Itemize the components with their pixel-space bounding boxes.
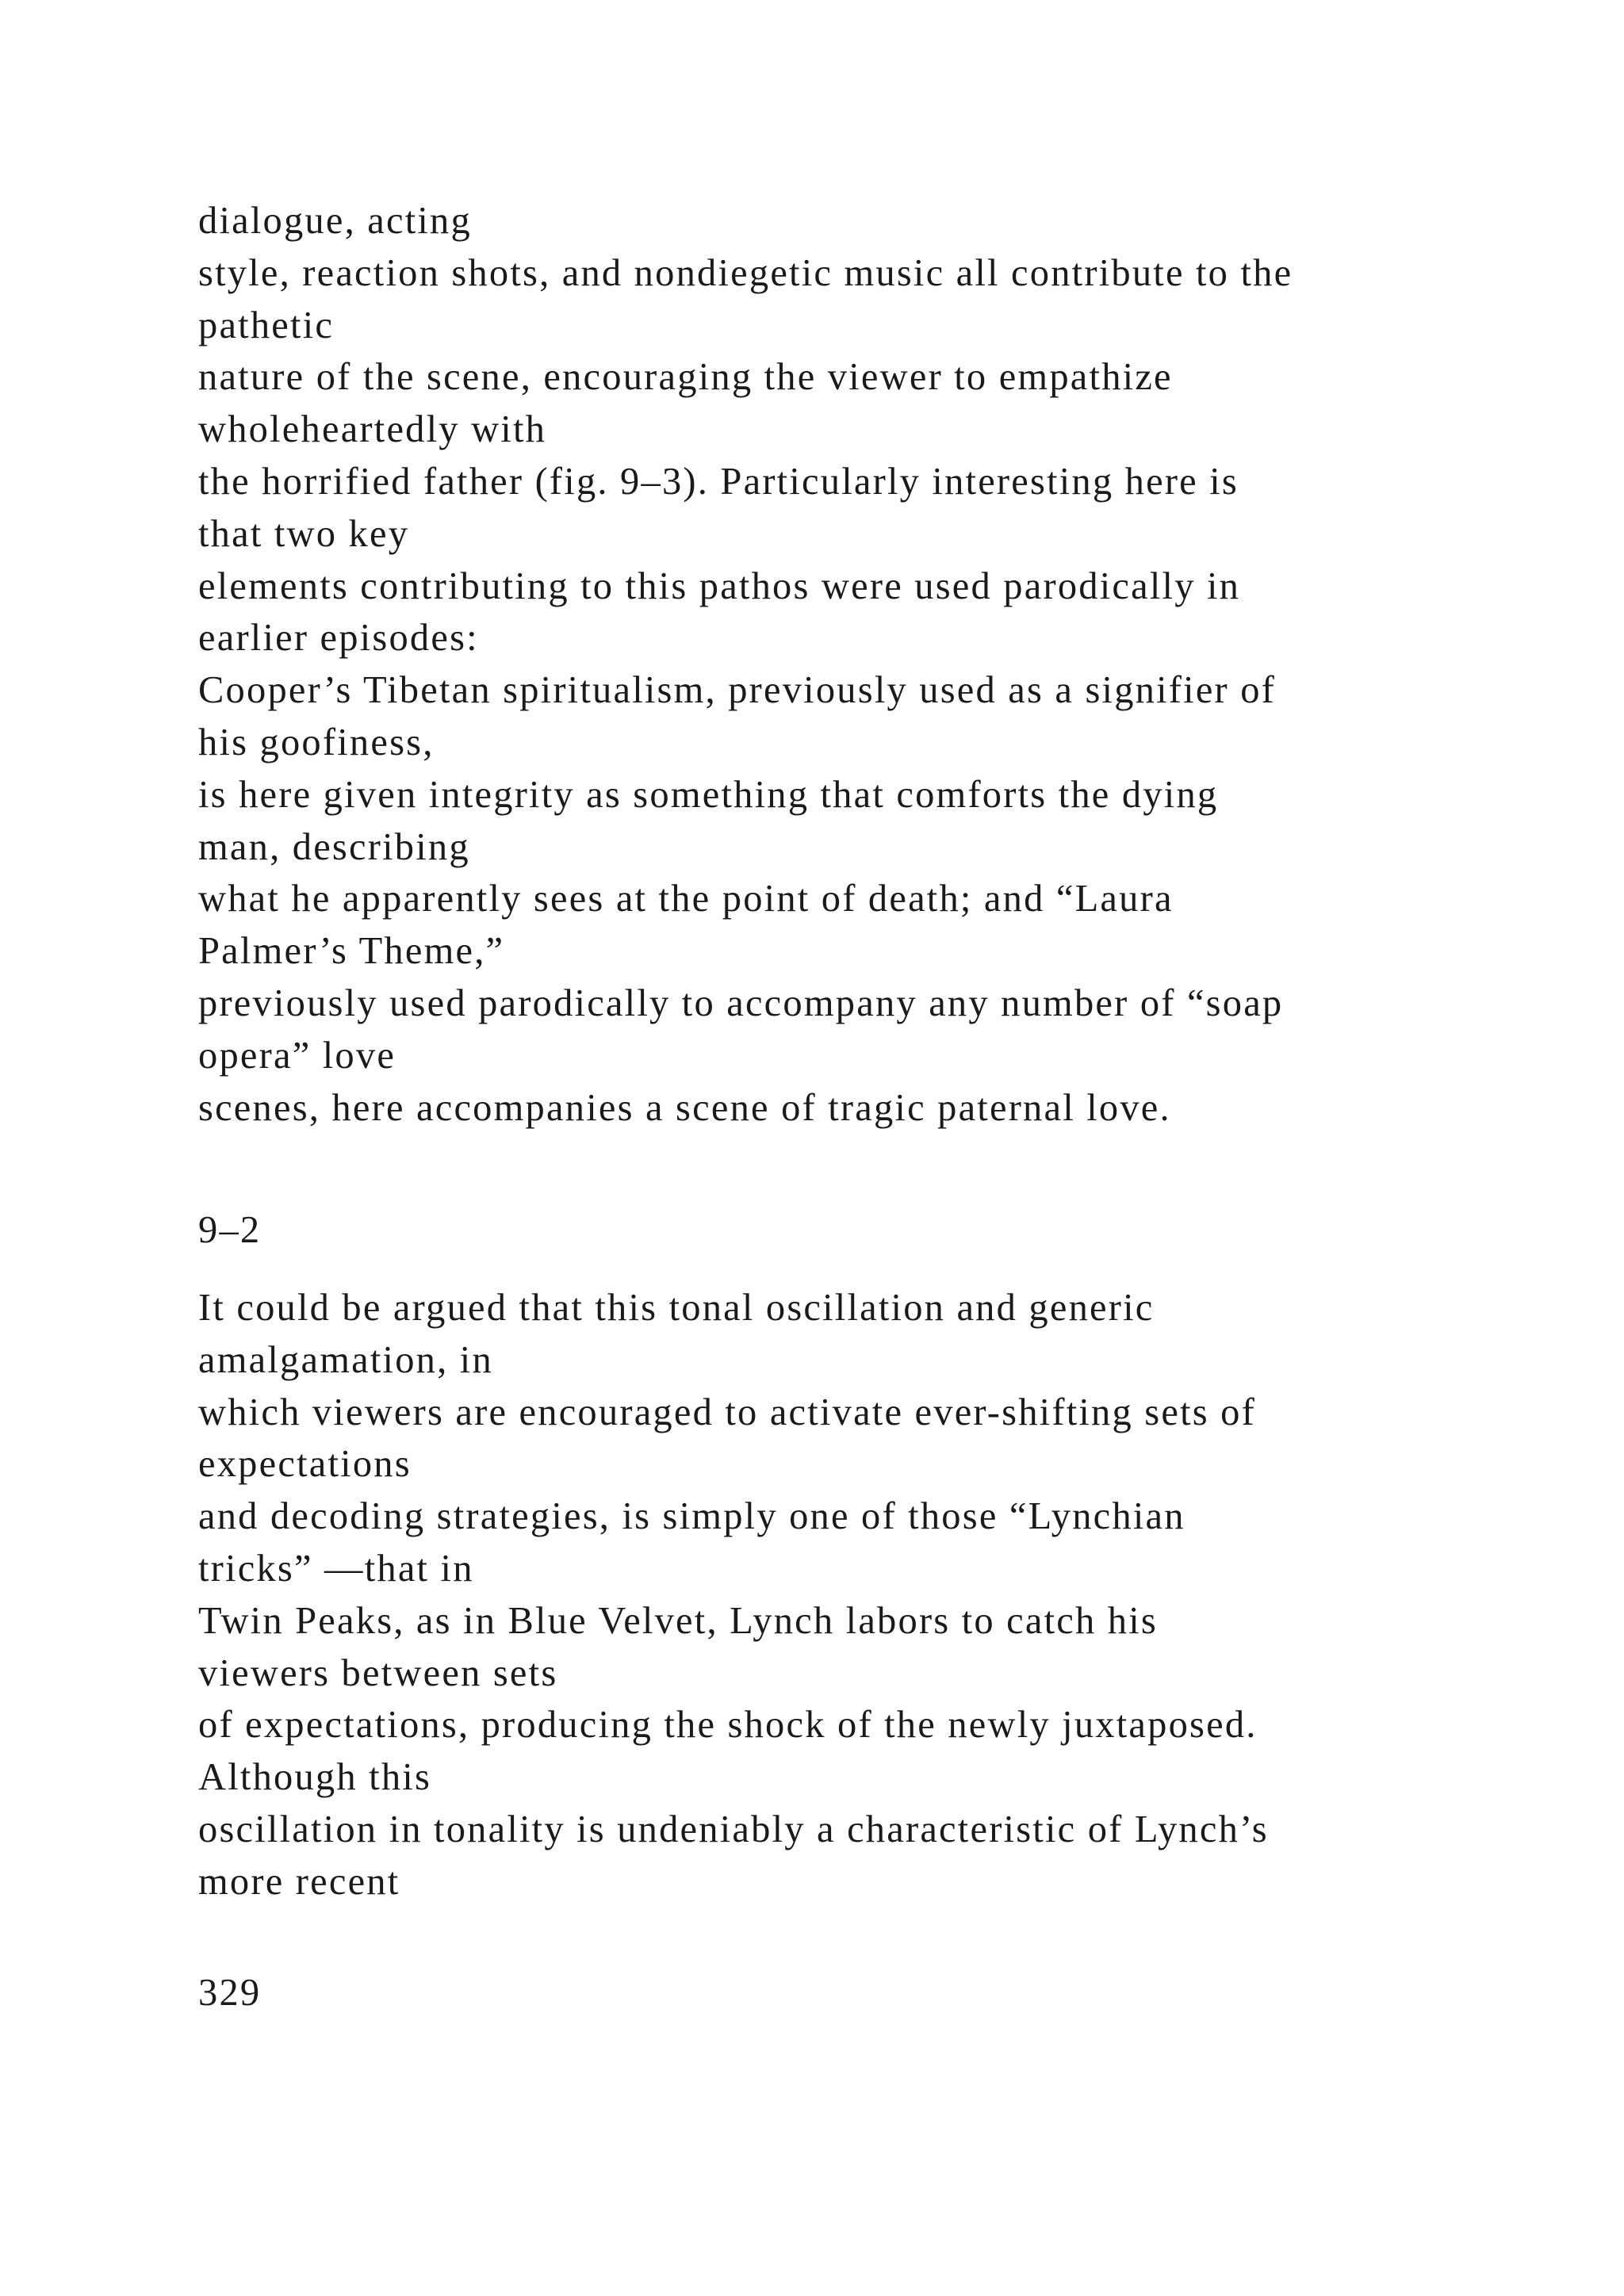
text-line: of expectations, producing the shock of the newly juxtaposed. (198, 1704, 1258, 1747)
text-line: which viewers are encouraged to activate ever-shifting sets of (198, 1391, 1256, 1433)
text-line: scenes, here accompanies a scene of tragic paternal love. (198, 1086, 1171, 1129)
text-line: expectations (198, 1443, 412, 1486)
body-paragraph-2 (198, 1282, 1507, 1908)
text-line: viewers between sets (198, 1651, 558, 1694)
page-number (198, 1967, 1507, 2019)
text-line: his goofiness, (198, 721, 435, 763)
text-line: more recent (198, 1860, 400, 1903)
figure-label-text: 9–2 (198, 1209, 262, 1251)
text-line: tricks” —that in (198, 1547, 474, 1590)
body-paragraph-1 (198, 195, 1507, 1134)
page-number-text: 329 (198, 1972, 262, 2014)
text-line: Cooper’s Tibetan spiritualism, previously used as a signifier of (198, 669, 1277, 712)
text-line: dialogue, acting (198, 200, 472, 242)
text-line: and decoding strategies, is simply one of those “Lynchian (198, 1495, 1185, 1538)
text-line: earlier episodes: (198, 617, 479, 660)
text-line: opera” love (198, 1034, 396, 1077)
text-line: Twin Peaks, as in Blue Velvet, Lynch labors to catch his (198, 1599, 1158, 1642)
text-line: amalgamation, in (198, 1338, 493, 1381)
text-line: the horrified father (fig. 9–3). Particularly interesting here is (198, 460, 1239, 503)
text-line: what he apparently sees at the point of death; and “Laura (198, 878, 1174, 920)
text-line: wholeheartedly with (198, 408, 547, 451)
text-line: nature of the scene, encouraging the viewer to empathize (198, 356, 1173, 399)
figure-label (198, 1204, 1507, 1257)
text-line: Palmer’s Theme,” (198, 930, 505, 973)
text-line: oscillation in tonality is undeniably a characteristic of Lynch’s (198, 1808, 1269, 1850)
text-line: that two key (198, 512, 410, 555)
text-line: previously used parodically to accompany any number of “soap (198, 982, 1284, 1024)
text-line: style, reaction shots, and nondiegetic music all contribute to the (198, 251, 1293, 294)
text-line: elements contributing to this pathos were used parodically in (198, 564, 1241, 607)
text-line: is here given integrity as something that comforts the dying (198, 773, 1219, 816)
text-line: man, describing (198, 825, 470, 868)
text-line: pathetic (198, 304, 335, 346)
text-line: Although this (198, 1756, 432, 1799)
text-line: It could be argued that this tonal oscillation and generic (198, 1287, 1155, 1329)
